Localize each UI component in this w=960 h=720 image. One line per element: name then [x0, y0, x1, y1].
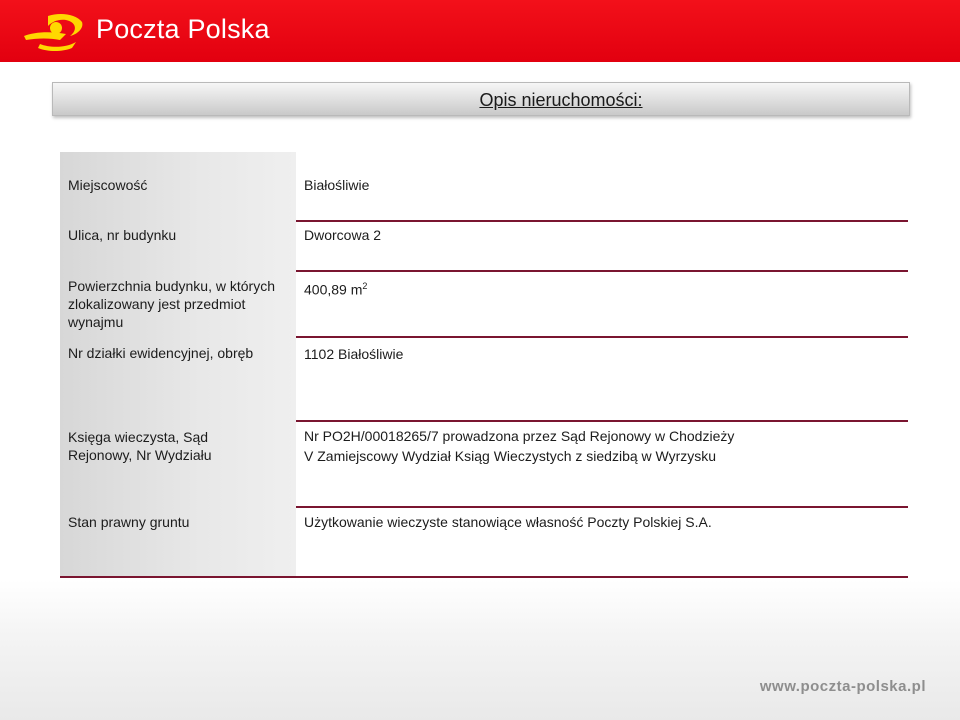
row-value: Białośliwie	[304, 177, 370, 193]
brand-name: Poczta Polska	[96, 14, 270, 44]
table-row	[60, 152, 908, 202]
table-row	[60, 272, 908, 336]
value-line: Nr PO2H/00018265/7 prowadzona przez Sąd Rejonowy w Chodzieży	[304, 428, 735, 444]
table-row	[60, 222, 908, 270]
header-bar	[0, 0, 960, 62]
page-title: Opis nieruchomości:	[479, 90, 643, 110]
table-row	[60, 508, 908, 576]
footer-url: www.poczta-polska.pl	[759, 678, 926, 695]
poczta-polska-logo-icon	[20, 10, 88, 52]
table-row	[60, 422, 908, 504]
row-value: Użytkowanie wieczyste stanowiące własność Poczty Polskiej S.A.	[304, 514, 712, 530]
table-row	[60, 338, 908, 418]
table-bottom-border	[60, 576, 908, 578]
row-label: Miejscowość	[68, 177, 148, 193]
row-label: Nr działki ewidencyjnej, obręb	[68, 345, 254, 361]
row-value: 1102 Białośliwie	[304, 346, 404, 362]
row-value: 400,89 $m^2$	[304, 281, 368, 298]
row-label: Księga wieczysta, Sąd Rejonowy, Nr Wydziału	[68, 429, 212, 463]
row-label: Powierzchnia budynku, w których zlokalizowany jest przedmiot wynajmu	[68, 278, 275, 330]
row-value	[304, 426, 904, 466]
property-table	[60, 152, 908, 576]
row-value: Dworcowa 2	[304, 227, 382, 243]
footer-band	[0, 580, 960, 720]
row-label: Ulica, nr budynku	[68, 227, 177, 243]
value-line: V Zamiejscowy Wydział Ksiąg Wieczystych z siedzibą w Wyrzysku	[304, 448, 717, 464]
title-banner	[52, 82, 910, 116]
row-label: Stan prawny gruntu	[68, 514, 190, 530]
